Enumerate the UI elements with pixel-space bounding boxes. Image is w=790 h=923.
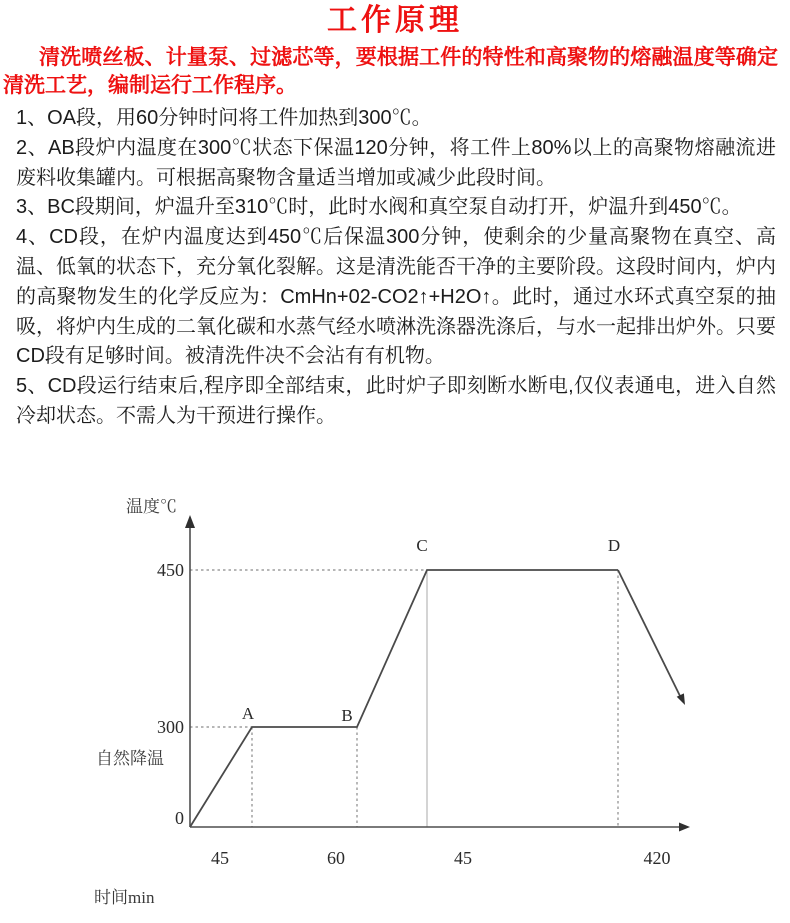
intro-paragraph: 清洗喷丝板、计量泵、过滤芯等，要根据工件的特性和高聚物的熔融温度等确定清洗工艺，编制运行工作程序。 — [3, 46, 778, 97]
x-axis-arrow-icon — [679, 823, 690, 832]
cooling-annotation: 自然降温 — [96, 749, 164, 768]
y-axis-title: 温度℃ — [126, 498, 177, 516]
duration-label-cd: 420 — [643, 848, 671, 868]
cooling-arrow-icon — [677, 693, 685, 705]
y-tick-450: 450 — [157, 560, 184, 580]
step-paragraph-5: 5、CD段运行结束后,程序即全部结束，此时炉子即刻断水断电,仅仪表通电，进入自然冷却状态。不需人为干预进行操作。 — [16, 375, 776, 427]
temperature-profile-line — [190, 570, 618, 827]
point-label-d: D — [607, 536, 621, 555]
step-paragraph-3: 3、BC段期间，炉温升至310℃时，此时水阀和真空泵自动打开，炉温升到450℃。 — [16, 196, 742, 219]
point-label-a: A — [241, 704, 255, 723]
duration-label-ab: 60 — [327, 848, 345, 868]
duration-label-bc: 45 — [454, 848, 472, 868]
y-axis-arrow-icon — [185, 515, 195, 528]
step-paragraph-2: 2、AB段炉内温度在300℃状态下保温120分钟，将工件上80%以上的高聚物熔融流进废料收集罐内。可根据高聚物含量适当增加或减少此段时间。 — [16, 136, 776, 189]
point-label-c: C — [416, 536, 428, 555]
step-paragraph-1: 1、OA段，用60分钟时问将工件加热到300℃。 — [16, 107, 432, 129]
step-paragraph-4: 4、CD段，在炉内温度达到450℃后保温300分钟，使剩余的少量高聚物在真空、高温、低氧的状态下，充分氧化裂解。这是清洗能否干净的主要阶段。这段时间内，炉内的高聚物发生的化学反应为：CmHn+02-CO2↑+H2O↑。此时，通过水环式真空泵的抽吸，将炉内生成的二氧化碳和水蒸气经水喷淋洗涤器洗涤后，与水一起排出炉外。只要CD段有足够时间。被清洗件决不会沾有有机物。 — [16, 226, 776, 368]
y-tick-0: 0 — [175, 808, 184, 828]
temperature-time-chart — [80, 498, 740, 918]
cooling-line — [618, 570, 681, 698]
chart-svg — [80, 498, 740, 918]
x-axis-title: 时间min — [94, 888, 155, 907]
y-tick-300: 300 — [157, 717, 184, 737]
duration-label-oa: 45 — [211, 848, 229, 868]
point-label-b: B — [341, 706, 353, 725]
page-title: 工作原理 — [327, 4, 463, 37]
